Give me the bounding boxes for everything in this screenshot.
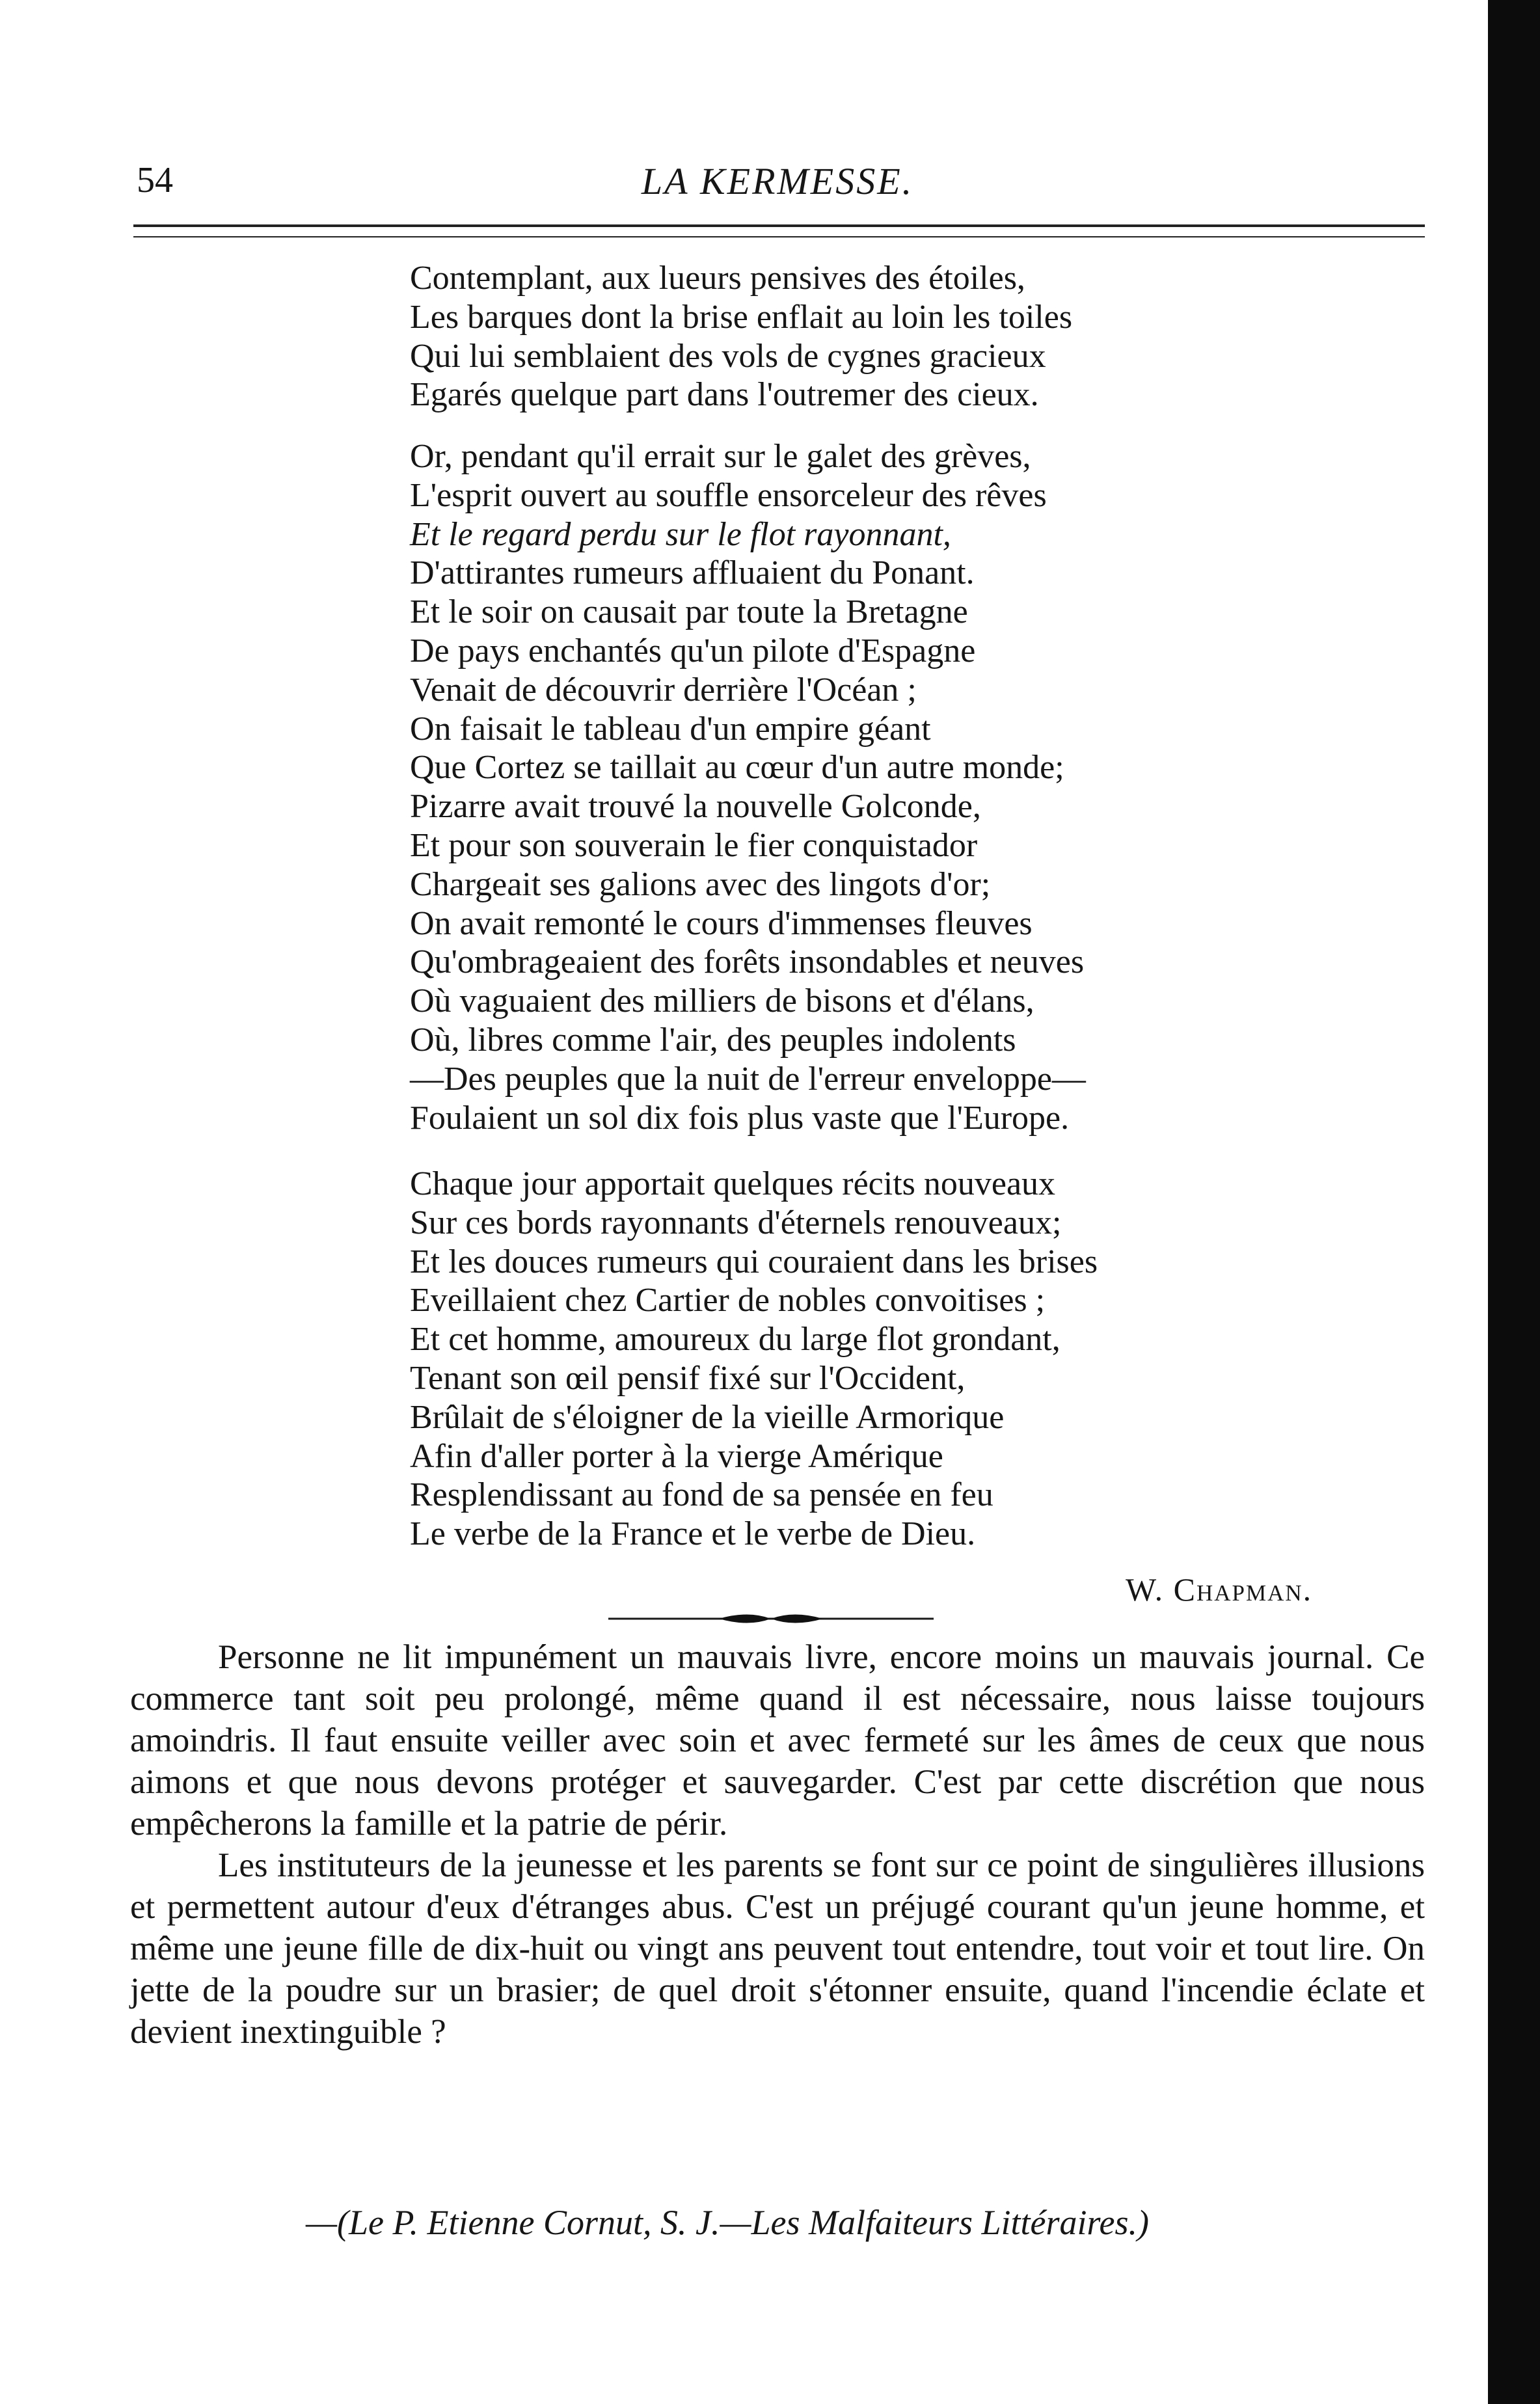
poem-line: Or, pendant qu'il errait sur le galet des grèves,	[410, 438, 1031, 475]
poem-line: Afin d'aller porter à la vierge Amérique	[410, 1437, 943, 1475]
poem-line: Et le regard perdu sur le flot rayonnant,	[410, 515, 951, 553]
poem-line: On avait remonté le cours d'immenses fleuves	[410, 904, 1033, 942]
page-header	[130, 159, 1425, 205]
poem-line: Sur ces bords rayonnants d'éternels renouveaux;	[410, 1204, 1062, 1241]
section-divider-ornament	[608, 1610, 934, 1627]
citation: —(Le P. Etienne Cornut, S. J.—Les Malfaiteurs Littéraires.)	[306, 2203, 1149, 2242]
book-spine-edge	[1488, 0, 1540, 2404]
poem-line: Pizarre avait trouvé la nouvelle Golconde,	[410, 788, 981, 826]
poem-line: Où, libres comme l'air, des peuples indolents	[410, 1021, 1016, 1059]
poem-line: Venait de découvrir derrière l'Océan ;	[410, 671, 917, 709]
poem-line: Et pour son souverain le fier conquistador	[410, 826, 978, 864]
poem-line: Le verbe de la France et le verbe de Dieu.	[410, 1515, 976, 1553]
poem-line: Les barques dont la brise enflait au loin les toiles	[410, 298, 1073, 336]
poem-line: Egarés quelque part dans l'outremer des cieux.	[410, 376, 1039, 414]
poem-line: Chaque jour apportait quelques récits nouveaux	[410, 1165, 1056, 1202]
poem-line: L'esprit ouvert au souffle ensorceleur des rêves	[410, 476, 1047, 514]
poem-line: Contemplant, aux lueurs pensives des étoiles,	[410, 260, 1025, 297]
poem-line: Brûlait de s'éloigner de la vieille Armorique	[410, 1398, 1005, 1436]
poem-line: Et cet homme, amoureux du large flot grondant,	[410, 1321, 1060, 1358]
running-title: LA KERMESSE.	[641, 160, 914, 202]
poem-line: D'attirantes rumeurs affluaient du Ponant.	[410, 554, 975, 592]
poem-line: Foulaient un sol dix fois plus vaste que l'Europe.	[410, 1099, 1070, 1137]
poem-stanza-2	[410, 437, 1086, 1137]
poem-line: Chargeait ses galions avec des lingots d'or;	[410, 865, 991, 903]
poem-line: Qui lui semblaient des vols de cygnes gracieux	[410, 337, 1046, 375]
poem-line: Que Cortez se taillait au cœur d'un autre monde;	[410, 749, 1064, 787]
poem-stanza-1	[410, 259, 1072, 414]
poem-stanza-3	[410, 1165, 1098, 1554]
poem-line: Et les douces rumeurs qui couraient dans les brises	[410, 1243, 1098, 1280]
poem-line: —Des peuples que la nuit de l'erreur enveloppe—	[410, 1060, 1086, 1098]
poem-line: De pays enchantés qu'un pilote d'Espagne	[410, 632, 976, 669]
prose-paragraph: Personne ne lit impunément un mauvais livre, encore moins un mauvais journal. Ce commerce tant soit peu prolongé, même quand il est nécessaire, nous laisse toujours amoindris. Il faut ensuite veiller avec soin et avec fermeté sur les âmes de ceux que nous aimons et que nous devons protéger et sauvegarder. C'est par cette discrétion que nous empêcherons la famille et la patrie de périr.	[130, 1638, 1425, 1843]
page-number: 54	[137, 160, 173, 200]
poem-signature: W. Chapman.	[1126, 1571, 1313, 1608]
poem-line: On faisait le tableau d'un empire géant	[410, 710, 931, 748]
poem-line: Resplendissant au fond de sa pensée en feu	[410, 1476, 993, 1514]
prose-body	[130, 1636, 1425, 2053]
poem-line: Tenant son œil pensif fixé sur l'Occident,	[410, 1359, 966, 1397]
poem-line: Qu'ombrageaient des forêts insondables et neuves	[410, 943, 1085, 981]
prose-paragraph: Les instituteurs de la jeunesse et les parents se font sur ce point de singulières illusions et permettent autour d'eux d'étranges abus. C'est un préjugé courant qu'un jeune homme, et même une jeune fille de dix-huit ou vingt ans peuvent tout entendre, tout voir et tout lire. On jette de la poudre sur un brasier; de quel droit s'étonner ensuite, quand l'incendie éclate et devient inextinguible ?	[130, 1846, 1425, 2051]
poem-line: Eveillaient chez Cartier de nobles convoitises ;	[410, 1282, 1046, 1319]
poem-line: Et le soir on causait par toute la Bretagne	[410, 593, 968, 631]
poem-line: Où vaguaient des milliers de bisons et d'élans,	[410, 982, 1034, 1020]
header-rule	[133, 224, 1425, 237]
